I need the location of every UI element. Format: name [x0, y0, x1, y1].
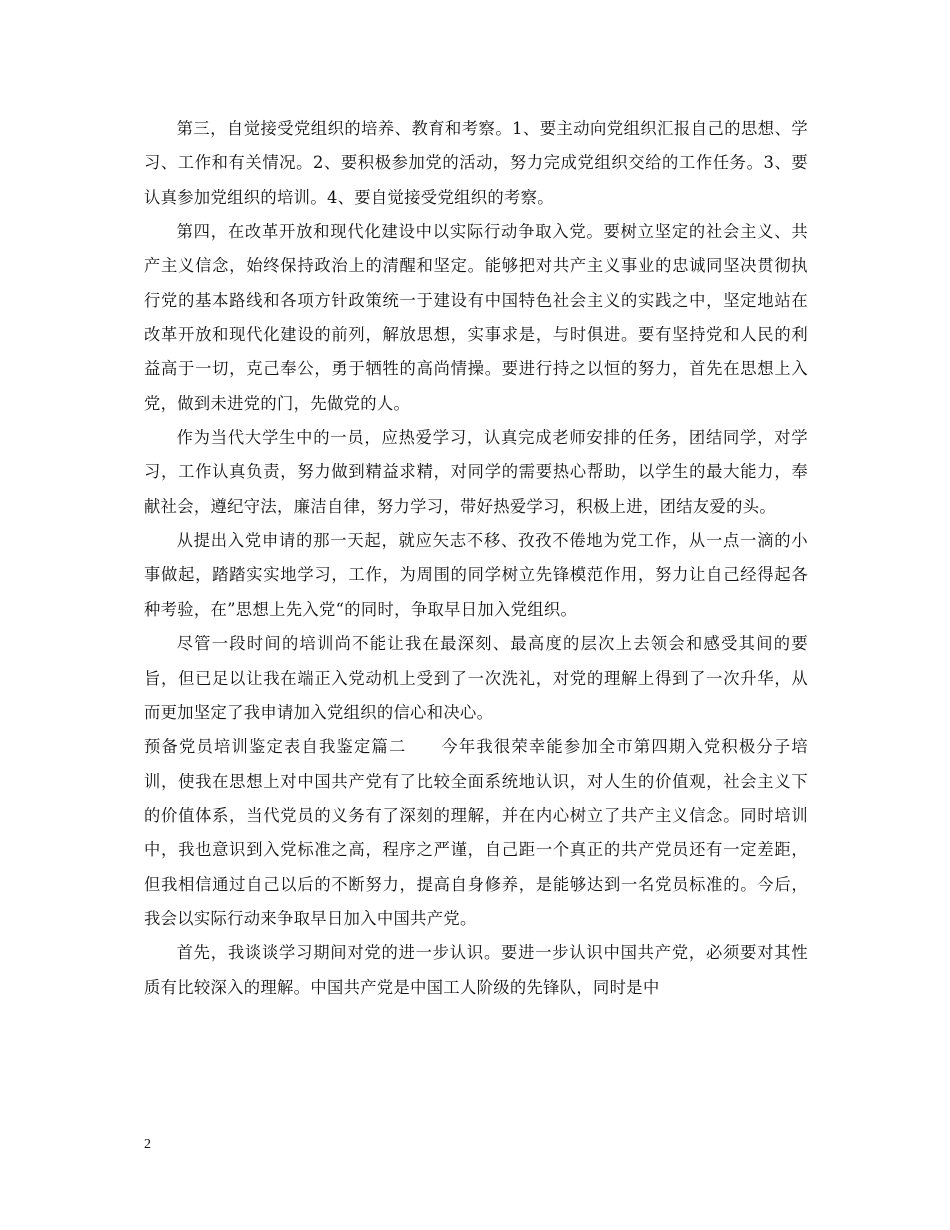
paragraph-fourth-point: 第四，在改革开放和现代化建设中以实际行动争取入党。要树立坚定的社会主义、共产主义信念，始终保持政治上的清醒和坚定。能够把对共产主义事业的忠诚同坚决贯彻执行党的基本路线和各项方针政策统一于建设有中国特色社会主义的实践之中，坚定地站在改革开放和现代化建设的前列，解放思想，实事求是，与时俱进。要有坚持党和人民的利益高于一切，克己奉公，勇于牺牲的高尚情操。要进行持之以恒的努力，首先在思想上入党，做到未进党的门，先做党的人。 [144, 222, 808, 413]
paragraph-party-understanding: 首先，我谈谈学习期间对党的进一步认识。要进一步认识中国共产党，必须要对其性质有比较深入的理解。中国共产党是中国工人阶级的先锋队，同时是中 [144, 943, 808, 997]
paragraph-section-two: 预备党员培训鉴定表自我鉴定篇二 今年我很荣幸能参加全市第四期入党积极分子培训，使我在思想上对中国共产党有了比较全面系统地认识，对人生的价值观，社会主义下的价值体系，当代党员的义务有了深刻的理解，并在内心树立了共产主义信念。同时培训中，我也意识到入党标准之高，程序之严谨，自己距一个真正的共产党员还有一定差距，但我相信通过自己以后的不断努力，提高自身修养，是能够达到一名党员标准的。今后，我会以实际行动来争取早日加入中国共产党。 [144, 737, 808, 928]
paragraph-training-reflection: 尽管一段时间的培训尚不能让我在最深刻、最高度的层次上去领会和感受其间的要旨，但已足以让我在端正入党动机上受到了一次洗礼，对党的理解上得到了一次升华，从而更加坚定了我申请加入党组织的信心和决心。 [144, 634, 808, 722]
document-body [144, 112, 808, 1005]
paragraph-student-role: 作为当代大学生中的一员，应热爱学习，认真完成老师安排的任务，团结同学，对学习，工作认真负责，努力做到精益求精，对同学的需要热心帮助，以学生的最大能力，奉献社会，遵纪守法，廉洁自律，努力学习，带好热爱学习，积极上进，团结友爱的头。 [144, 428, 808, 516]
paragraph-third-point: 第三，自觉接受党组织的培养、教育和考察。1、要主动向党组织汇报自己的思想、学习、工作和有关情况。2、要积极参加党的活动，努力完成党组织交给的工作任务。3、要认真参加党组织的培训。4、要自觉接受党组织的考察。 [144, 119, 808, 207]
paragraph-application-commitment: 从提出入党申请的那一天起，就应矢志不移、孜孜不倦地为党工作，从一点一滴的小事做起，踏踏实实地学习，工作，为周围的同学树立先锋模范作用，努力让自己经得起各种考验，在”思想上先入党“的同时，争取早日加入党组织。 [144, 531, 808, 619]
page-number: 2 [144, 1137, 151, 1152]
